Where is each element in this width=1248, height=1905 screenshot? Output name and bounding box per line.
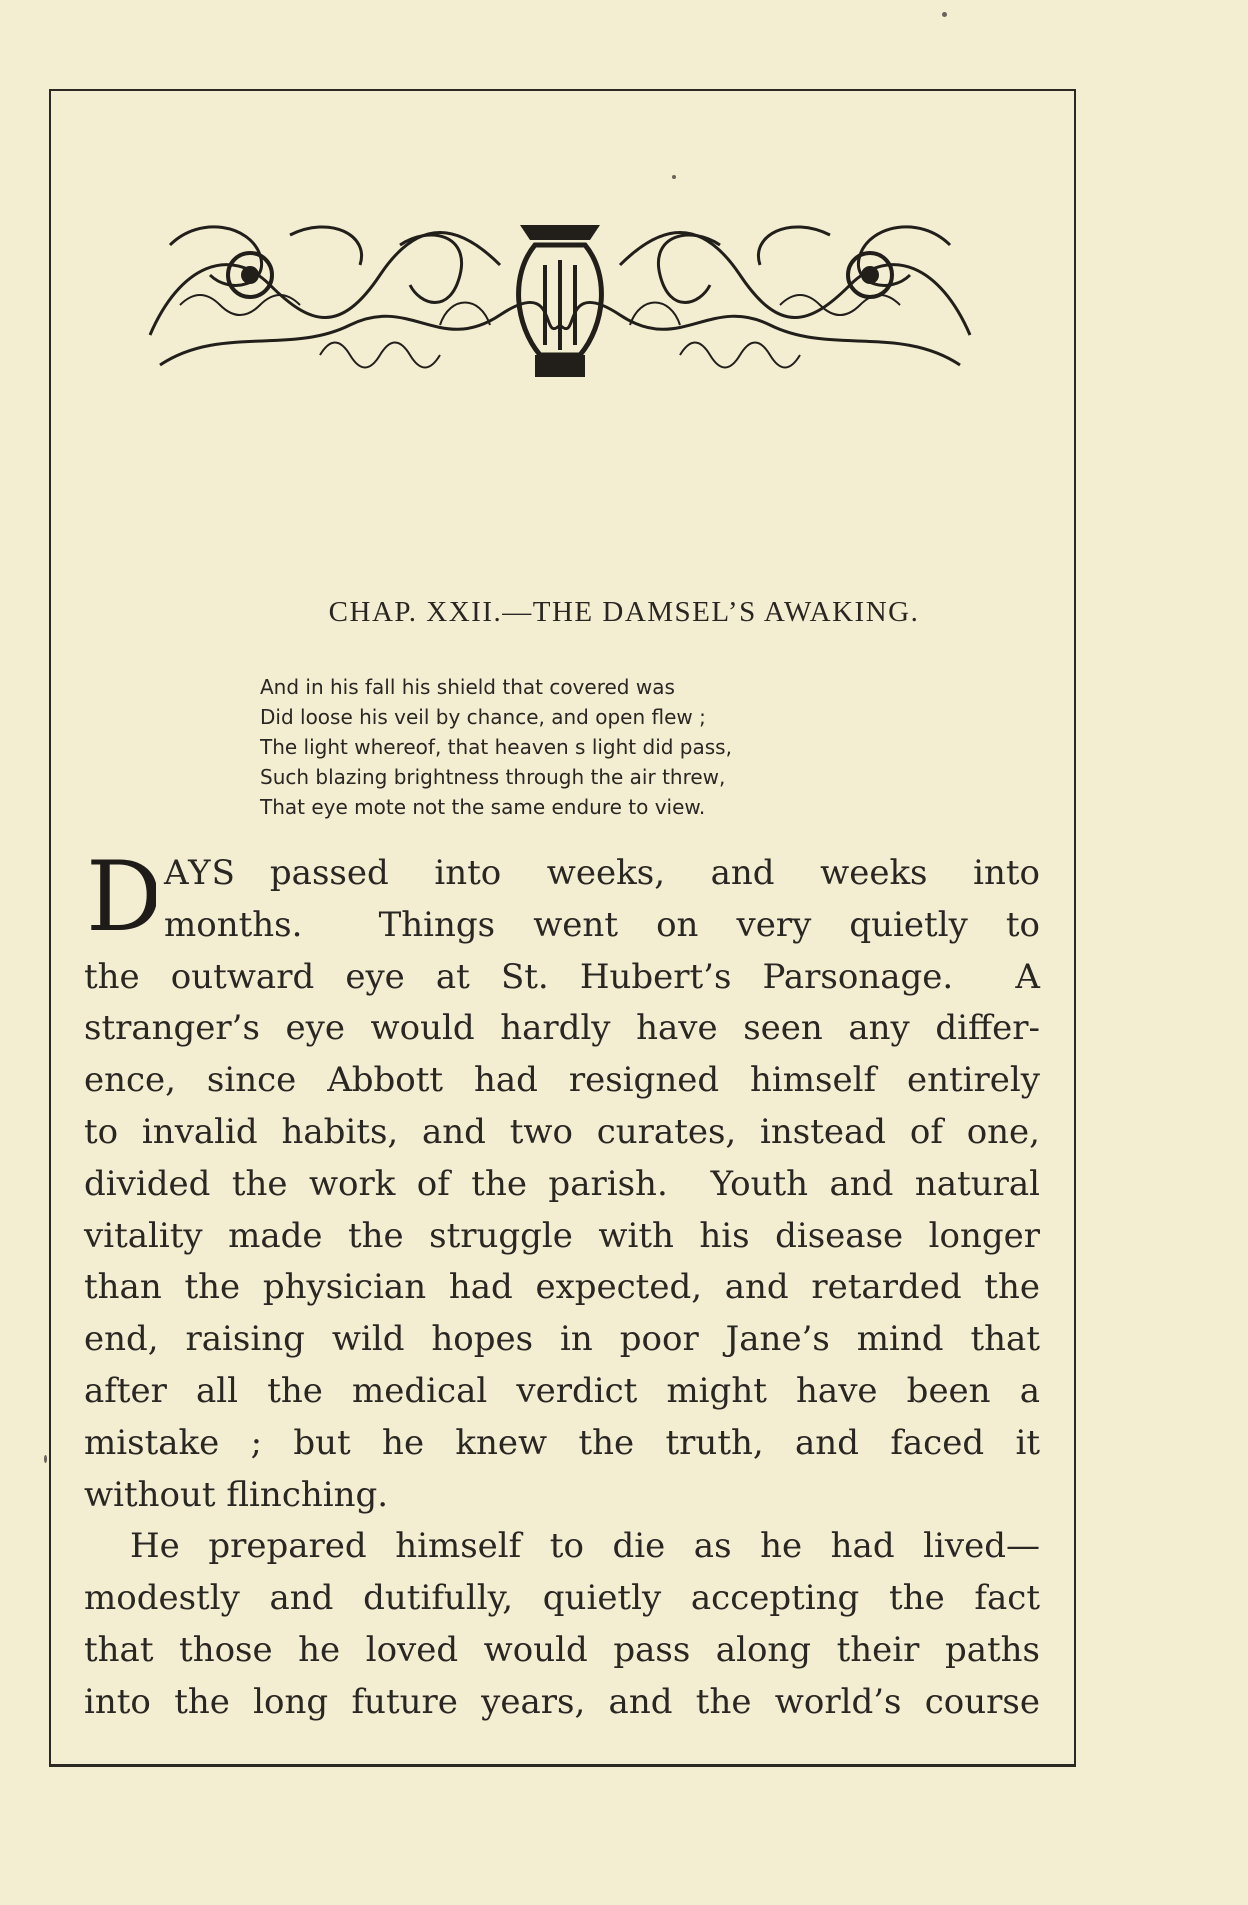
epigraph-line: That eye mote not the same endure to view.: [260, 795, 706, 819]
line-text: mistake ; but he knew the truth, and faced it: [84, 1422, 1040, 1463]
drop-cap-letter: D: [86, 854, 156, 940]
line-text: end, raising wild hopes in poor Jane’s mind that: [84, 1319, 1040, 1360]
line-content: [236, 848, 1040, 900]
text-line: [84, 1107, 1040, 1159]
epigraph-line: The light whereof, that heaven s light did pass,: [260, 735, 732, 759]
line-text: to invalid habits, and two curates, instead of one,: [84, 1111, 1040, 1152]
line-text: the outward eye at St. Hubert’s Parsonage. A: [84, 956, 1040, 997]
text-line: [84, 952, 1040, 1004]
line-text: ence, since Abbott had resigned himself entirely: [84, 1060, 1040, 1101]
chapter-title: CHAP. XXII.—THE DAMSEL’S AWAKING.: [328, 596, 920, 628]
text-line: [84, 1625, 1040, 1677]
line-text: than the physician had expected, and retarded the: [84, 1267, 1040, 1308]
first-word-rest: AYS: [164, 853, 236, 893]
ornamental-headpiece: [140, 205, 980, 385]
paper-speck: [44, 1455, 47, 1463]
text-line: [84, 1521, 1040, 1573]
drop-cap-d: [84, 854, 156, 940]
text-line: [84, 848, 1040, 900]
line-text: into the long future years, and the world’s course: [84, 1681, 1040, 1722]
text-line: [84, 1677, 1040, 1729]
epigraph-line: Did loose his veil by chance, and open flew ;: [260, 705, 706, 729]
text-line: [84, 1055, 1040, 1107]
epigraph-line: And in his fall his shield that covered was: [260, 675, 675, 699]
text-line: [84, 1418, 1040, 1470]
epigraph: [260, 672, 960, 822]
line-text: stranger’s eye would hardly have seen any differ-: [84, 1008, 1040, 1049]
text-line: [84, 1159, 1040, 1211]
line-text: divided the work of the parish. Youth and natural: [84, 1163, 1040, 1204]
text-line: [84, 1573, 1040, 1625]
line-text: without flinching.: [84, 1474, 389, 1515]
text-line: [84, 1366, 1040, 1418]
line-text: months. Things went on very quietly to: [164, 904, 1040, 945]
line-text: modestly and dutifully, quietly accepting the fact: [84, 1578, 1040, 1619]
line-text: after all the medical verdict might have been a: [84, 1370, 1040, 1411]
epigraph-line: Such blazing brightness through the air threw,: [260, 765, 726, 789]
text-line: [84, 1262, 1040, 1314]
line-text: He prepared himself to die as he had lived—: [130, 1526, 1040, 1567]
text-line: [84, 1314, 1040, 1366]
line-text: vitality made the struggle with his disease longer: [84, 1215, 1040, 1256]
text-line: [84, 1003, 1040, 1055]
line-text: passed into weeks, and weeks into: [269, 853, 1040, 893]
line-text: that those he loved would pass along their paths: [84, 1629, 1040, 1670]
text-line: [84, 1211, 1040, 1263]
text-line: [84, 900, 1040, 952]
paper-speck: [942, 12, 947, 17]
body-text: [84, 848, 1040, 1729]
text-line: [84, 1470, 1040, 1522]
paper-speck: [672, 175, 676, 179]
